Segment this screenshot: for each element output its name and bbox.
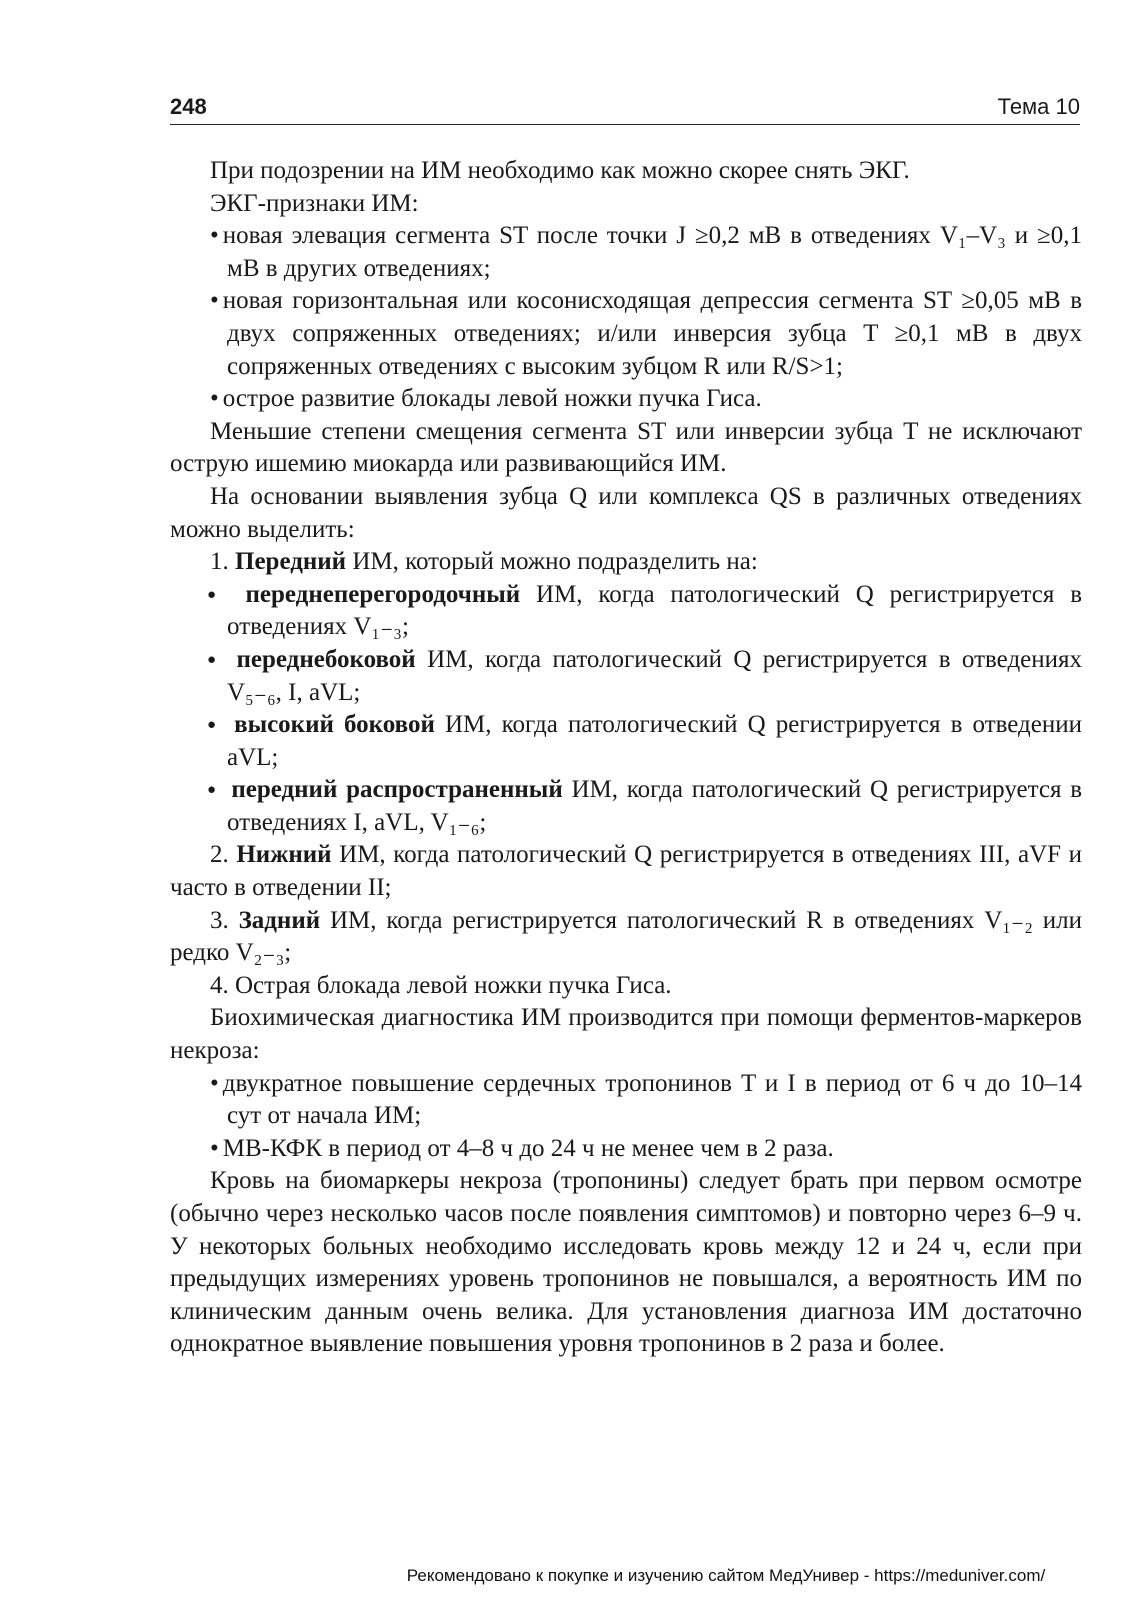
numbered-item: 4. Острая блокада левой ножки пучка Гиса.	[210, 971, 672, 999]
subtype-item	[170, 774, 1082, 839]
paragraph: При подозрении на ИМ необходимо как можно скорее снять ЭКГ.	[210, 157, 910, 184]
bullet-item: • МВ-КФК в период от 4–8 ч до 24 ч не менее чем в 2 раза.	[170, 1133, 1082, 1166]
subtype-term: передний распространенный	[231, 776, 563, 804]
subtype-item	[170, 709, 1082, 774]
subtype-text: ИМ, когда патологический Q регистрируется в отведении aVL;	[227, 711, 1082, 771]
numbered-item	[170, 546, 1082, 579]
paragraph: Биохимическая диагностика ИМ производится при помощи ферментов-маркеров некроза:	[170, 1004, 1082, 1065]
item-text: ИМ, когда регистрируется патологический R в отведениях V₁₋₂ или редко V₂₋₃;	[170, 906, 1082, 967]
item-number: 2.	[210, 841, 229, 869]
running-head: Тема 10	[997, 94, 1080, 119]
bullet-item: • новая элевация сегмента ST после точки J ≥0,2 мВ в отведениях V₁–V₃ и ≥0,1 мВ в других отведениях;	[170, 220, 1082, 285]
paragraph: ЭКГ-признаки ИМ:	[210, 189, 419, 217]
subtype-term: переднебоковой	[236, 645, 416, 673]
item-text: ИМ, когда патологический Q регистрируется в отведениях III, aVF и часто в отведении II;	[170, 841, 1082, 902]
item-number: 1.	[210, 548, 229, 576]
paragraph: На основании выявления зубца Q или комплекса QS в различных отведениях можно выделить:	[170, 482, 1082, 543]
subtype-text: ИМ, когда патологический Q регистрируется в отведениях V₁₋₃;	[227, 580, 1082, 641]
subtype-text: ИМ, когда патологический Q регистрируется в отведениях I, aVL, V₁₋₆;	[227, 776, 1082, 836]
item-term: Передний	[235, 548, 347, 576]
paragraph: Кровь на биомаркеры некроза (тропонины) следует брать при первом осмотре (обычно через несколько часов после появления симптомов) и повторно через 6–9 ч. У некоторых больных необходимо исследовать кровь между 12 и 24 ч, если при предыдущих измерениях уровень тропонинов не повышался, а вероятность ИМ по клиническим данным очень велика. Для установления диагноза ИМ достаточно однократное выявление повышения уровня тропонинов в 2 раза и более.	[170, 1167, 1082, 1358]
bullet-item: • новая горизонтальная или косонисходящая депрессия сегмента ST ≥0,05 мВ в двух сопряженных отведениях; и/или инверсия зубца T ≥0,1 мВ в двух сопряженных отведениях с высоким зубцом R или R/S>1;	[170, 285, 1082, 383]
paragraph: Меньшие степени смещения сегмента ST или инверсии зубца T не исключают острую ишемию миокарда или развивающийся ИМ.	[170, 417, 1082, 478]
subtype-term: переднеперегородочный	[245, 580, 521, 608]
page-number: 248	[170, 94, 207, 119]
numbered-item	[170, 905, 1082, 970]
subtype-text: ИМ, когда патологический Q регистрируется в отведениях V₅₋₆, I, aVL;	[227, 645, 1083, 706]
item-term: Задний	[238, 906, 321, 934]
page-header	[170, 90, 1080, 125]
subtype-item	[170, 644, 1082, 709]
subtype-item	[170, 579, 1082, 644]
item-number: 3.	[210, 906, 229, 934]
bullet-item: • двукратное повышение сердечных тропонинов T и I в период от 6 ч до 10–14 сут от начала ИМ;	[170, 1068, 1082, 1133]
numbered-item	[170, 839, 1082, 904]
subtype-term: высокий боковой	[234, 711, 435, 739]
page-body	[170, 155, 1082, 1361]
item-term: Нижний	[236, 841, 332, 869]
bullet-item: • острое развитие блокады левой ножки пучка Гиса.	[170, 383, 1082, 416]
footer-note: Рекомендовано к покупке и изучению сайтом МедУнивер - https://meduniver.com/	[406, 1566, 1046, 1585]
item-text: ИМ, который можно подразделить на:	[352, 548, 758, 576]
